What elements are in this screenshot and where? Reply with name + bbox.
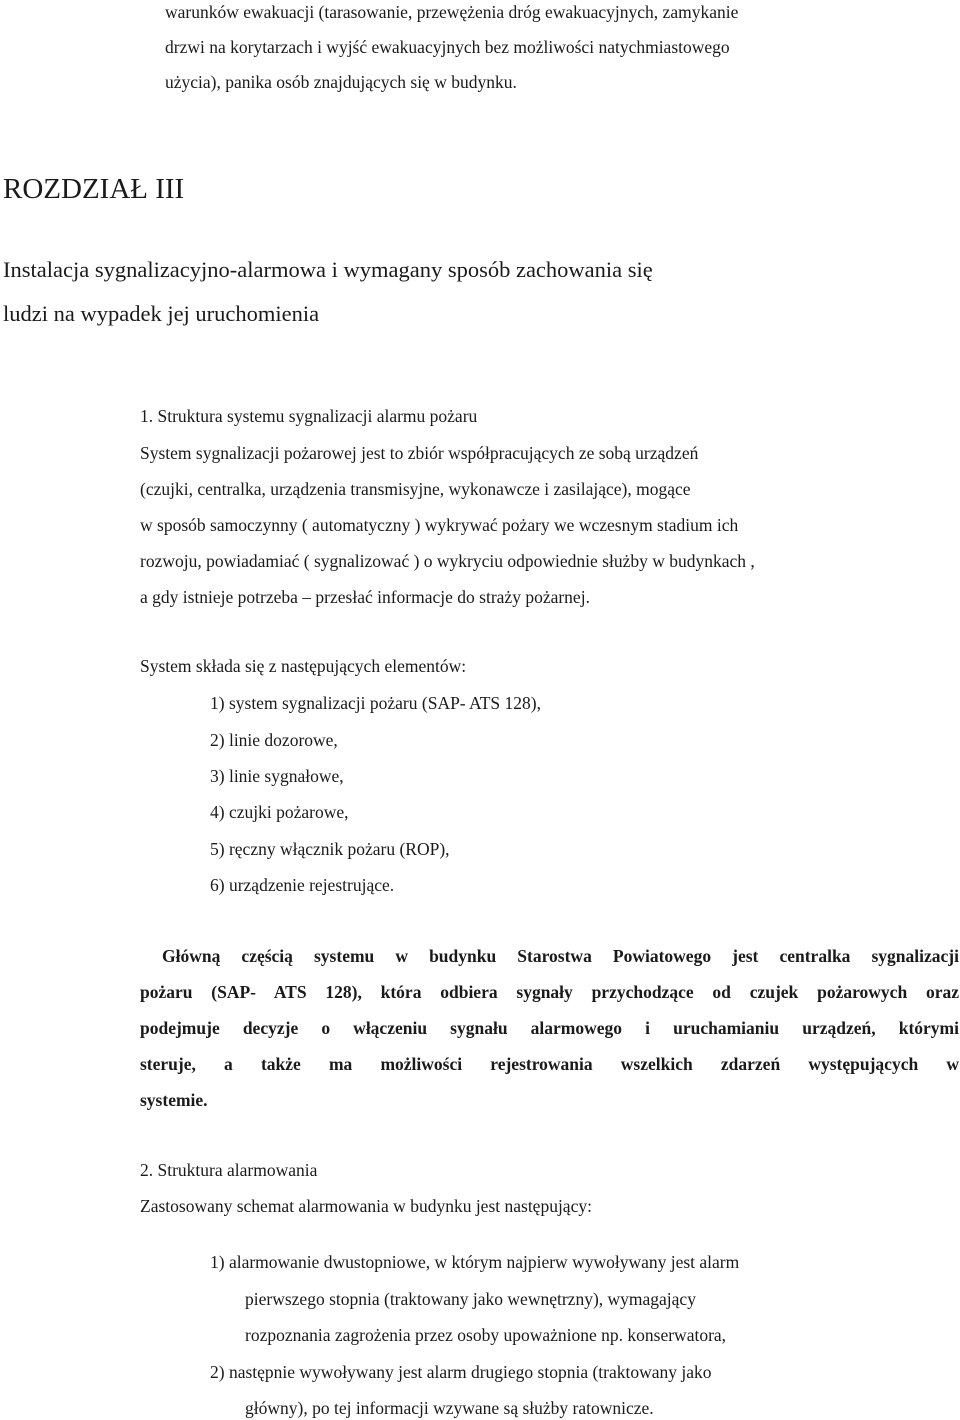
section-1-heading: 1. Struktura systemu sygnalizacji alarmu pożaru: [140, 406, 478, 426]
section-2-heading: 2. Struktura alarmowania: [140, 1160, 318, 1180]
list-intro: System składa się z następujących elementów:: [140, 656, 467, 676]
alarm-list-item-line: główny), po tej informacji wzywane są służby ratownicze.: [245, 1398, 654, 1418]
list-item: 1) system sygnalizacji pożaru (SAP- ATS 128),: [210, 693, 541, 713]
list-item: 6) urządzenie rejestrujące.: [210, 875, 395, 895]
section-1-paragraph-line: (czujki, centralka, urządzenia transmisyjne, wykonawcze i zasilające), mogące: [140, 479, 691, 499]
intro-line: drzwi na korytarzach i wyjść ewakuacyjnych bez możliwości natychmiastowego: [165, 37, 730, 57]
alarm-list-item-line: pierwszego stopnia (traktowany jako wewnętrzny), wymagający: [245, 1289, 696, 1309]
chapter-label: ROZDZIAŁ III: [3, 173, 185, 205]
alarm-list-item-line: rozpoznania zagrożenia przez osoby upoważnione np. konserwatora,: [245, 1325, 727, 1345]
bold-paragraph: [140, 945, 959, 1125]
section-1-paragraph-line: rozwoju, powiadamiać ( sygnalizować ) o wykryciu odpowiednie służby w budynkach ,: [140, 551, 755, 571]
intro-line: warunków ewakuacji (tarasowanie, przewężenia dróg ewakuacyjnych, zamykanie: [165, 2, 739, 22]
bold-paragraph-line: steruje, a także ma możliwości rejestrowania wszelkich zdarzeń występujących w: [140, 1054, 959, 1074]
intro-line: użycia), panika osób znajdujących się w budynku.: [165, 72, 517, 92]
chapter-title-line: Instalacja sygnalizacyjno-alarmowa i wymagany sposób zachowania się: [3, 257, 653, 282]
chapter-title-line: ludzi na wypadek jej uruchomienia: [3, 301, 320, 326]
section-2-intro: Zastosowany schemat alarmowania w budynku jest następujący:: [140, 1196, 592, 1216]
bold-paragraph-line: systemie.: [140, 1090, 208, 1110]
section-1-paragraph-line: a gdy istnieje potrzeba – przesłać informacje do straży pożarnej.: [140, 587, 590, 607]
alarm-list-item-line: 1) alarmowanie dwustopniowe, w którym najpierw wywoływany jest alarm: [210, 1252, 740, 1272]
list-item: 3) linie sygnałowe,: [210, 766, 344, 786]
list-item: 5) ręczny włącznik pożaru (ROP),: [210, 839, 450, 859]
list-item: 2) linie dozorowe,: [210, 730, 338, 750]
bold-paragraph-line: pożaru (SAP- ATS 128), która odbiera sygnały przychodzące od czujek pożarowych oraz: [140, 982, 959, 1002]
section-1-paragraph-line: System sygnalizacji pożarowej jest to zbiór współpracujących ze sobą urządzeń: [140, 443, 699, 463]
list-item: 4) czujki pożarowe,: [210, 802, 349, 822]
alarm-list-item-line: 2) następnie wywoływany jest alarm drugiego stopnia (traktowany jako: [210, 1362, 712, 1382]
bold-paragraph-line: podejmuje decyzje o włączeniu sygnału alarmowego i uruchamianiu urządzeń, którymi: [140, 1018, 959, 1038]
section-1-paragraph-line: w sposób samoczynny ( automatyczny ) wykrywać pożary we wczesnym stadium ich: [140, 515, 739, 535]
bold-paragraph-line: Główną częścią systemu w budynku Starostwa Powiatowego jest centralka sygnalizacji: [162, 946, 959, 966]
